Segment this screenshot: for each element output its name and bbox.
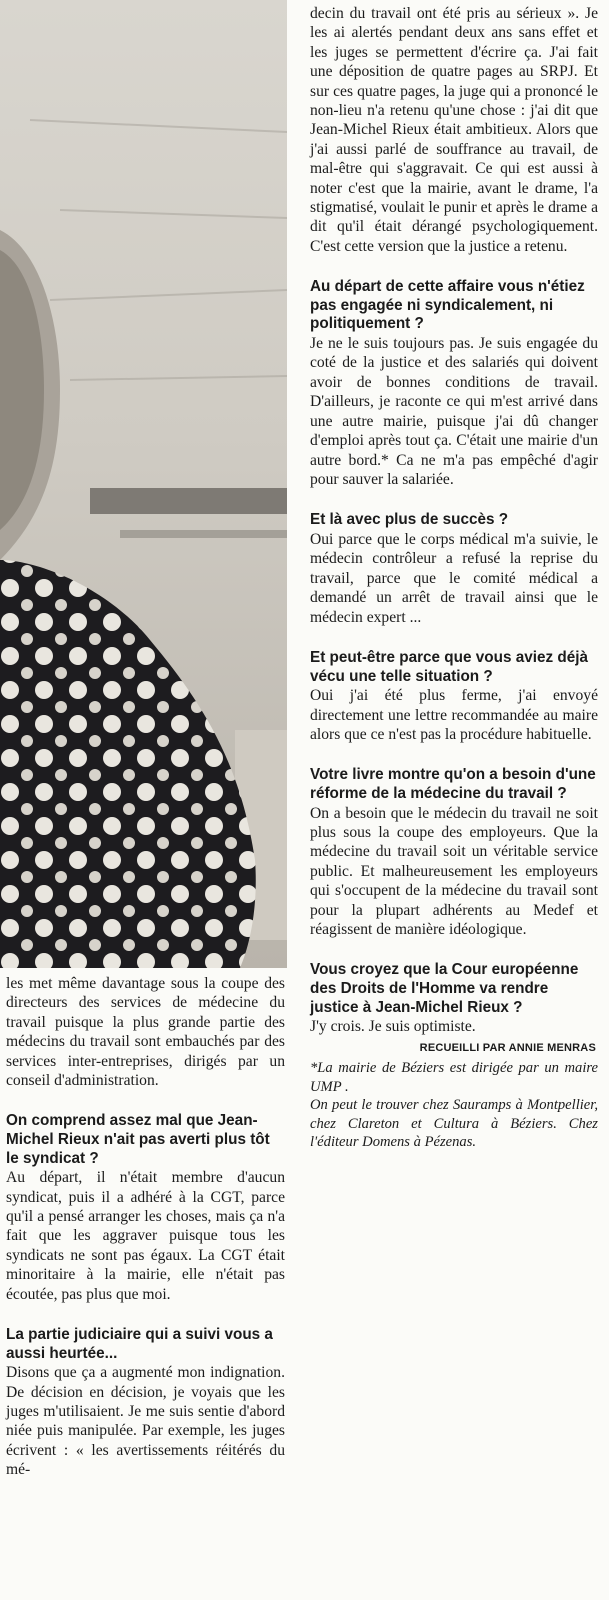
- answer-1: Au départ, il n'était membre d'aucun syndicat, puis il a adhéré à la CGT, parce qu'il a pensé arranger les choses, mais ça n'a fait que les aggraver puisque tous les syndicats ne sont pas égaux. La CGT était minoritaire à la mairie, elle n'était pas écoutée, pas plus que moi.: [6, 1169, 285, 1303]
- question-3: Au départ de cette affaire vous n'étiez pas engagée ni syndicalement, ni politiquement ?: [310, 278, 585, 333]
- footnote-mairie: *La mairie de Béziers est dirigée par un maire UMP .: [310, 1059, 598, 1095]
- question-6: Votre livre montre qu'on a besoin d'une réforme de la médecine du travail ?: [310, 766, 596, 802]
- answer-4: Oui parce que le corps médical m'a suivie, le médecin contrôleur a refusé la reprise du travail, parce que le comité médical a demandé un arrêt de travail ainsi que le médecin expert ...: [310, 530, 598, 626]
- right-column: [310, 4, 598, 1152]
- answer-2: Disons que ça a augmenté mon indignation. De décision en décision, je voyais que les juges m'utilisaient. Je me suis sentie d'abord niée puis manipulée. Par exemple, les juges écrivent : « les avertissements réitérés du mé-: [6, 1364, 285, 1479]
- continued-text: decin du travail ont été pris au sérieux ». Je les ai alertés pendant deux ans sans effet et les juges se permettent d'écrire ça. J'ai fait une déposition de quatre pages au SRPJ. Et sur ces quatre pages, la juge qui a prononcé le non-lieu n'a retenu qu'une chose : j'ai dit que Jean-Michel Rieux était ambitieux. Alors que j'ai aussi parlé de souffrance au travail, de mal-être qui s'aggravait. Ce qui est aussi à noter c'est que la mairie, avant le drame, l'a stigmatisé, voulait le punir et après le drame a dit qu'il était dérangé psychologiquement. C'est cette version que la justice a retenu.: [310, 5, 598, 255]
- answer-5: Oui j'ai été plus ferme, j'ai envoyé directement une lettre recommandée au maire alors que ce n'est pas la procédure habituelle.: [310, 687, 598, 743]
- portrait-photo-icon: [0, 0, 287, 968]
- question-1: On comprend assez mal que Jean-Michel Rieux n'ait pas averti plus tôt le syndicat ?: [6, 1112, 270, 1167]
- left-column: [6, 974, 285, 1480]
- question-4: Et là avec plus de succès ?: [310, 511, 509, 529]
- portrait-photo: [0, 0, 287, 968]
- answer-3: Je ne le suis toujours pas. Je suis engagée du coté de la justice et des salariés qui doivent avoir de bonnes conditions de travail. D'ailleurs, je raconte ce qui m'est arrivé dans une autre mairie, puisque j'ai dû changer d'emploi après tout ça. C'était une mairie d'un autre bord.* Ca ne m'a pas empêché d'agir pour sauver la salariée.: [310, 335, 598, 488]
- answer-7: J'y crois. Je suis optimiste.: [310, 1018, 476, 1036]
- footnote-bookstores: On peut le trouver chez Sauramps à Montpellier, chez Clareton et Cultura à Béziers. Chez l'éditeur Domens à Pézenas.: [310, 1097, 598, 1151]
- author-credit: RECUEILLI PAR ANNIE MENRAS: [419, 1041, 596, 1054]
- question-2: La partie judiciaire qui a suivi vous a aussi heurtée...: [6, 1326, 273, 1362]
- question-5: Et peut-être parce que vous aviez déjà vécu une telle situation ?: [310, 648, 588, 685]
- question-7: Vous croyez que la Cour européenne des Droits de l'Homme va rendre justice à Jean-Michel Rieux ?: [310, 961, 579, 1016]
- answer-6: On a besoin que le médecin du travail ne soit plus sous la coupe des employeurs. Que la médecine du travail soit un véritable service public. Et malheureusement les employeurs qui s'occupent de la médecine du travail sont pour la plupart adhérents au Medef et réagissent de manière idéologique.: [310, 804, 598, 938]
- intro-text: les met même davantage sous la coupe des directeurs des services de médecine du travail puisque la plus grande partie des médecins du travail sont embauchés par des services inter-entreprises, dirigés par un conseil d'administration.: [6, 975, 285, 1090]
